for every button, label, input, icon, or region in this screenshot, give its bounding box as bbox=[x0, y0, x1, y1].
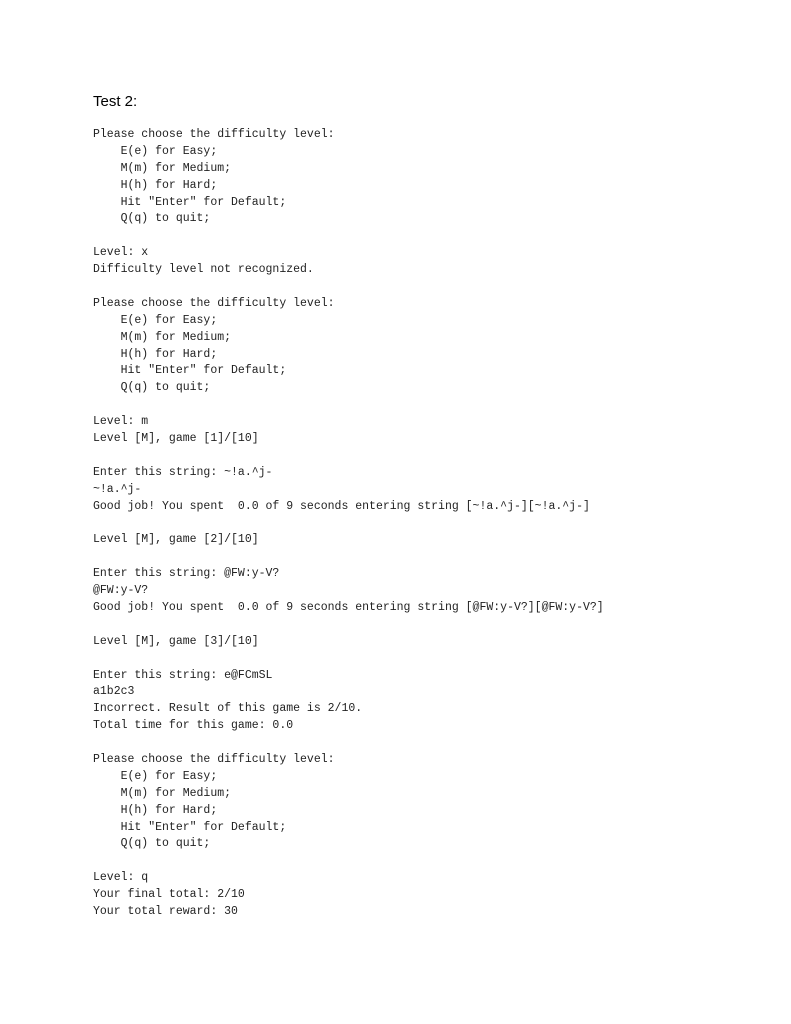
console-line: Level [M], game [3]/[10] bbox=[93, 634, 259, 648]
console-line: Enter this string: ~!a.^j- bbox=[93, 465, 273, 479]
console-line: Total time for this game: 0.0 bbox=[93, 719, 294, 733]
console-line: Level [M], game [1]/[10] bbox=[93, 432, 259, 446]
console-line: H(h) for Hard; bbox=[93, 803, 218, 817]
console-line: Good job! You spent 0.0 of 9 seconds entering string [@FW:y-V?][@FW:y-V?] bbox=[93, 600, 604, 614]
console-line: E(e) for Easy; bbox=[93, 769, 218, 783]
console-line: Hit "Enter" for Default; bbox=[93, 364, 287, 378]
console-line: Your total reward: 30 bbox=[93, 904, 238, 918]
console-line: E(e) for Easy; bbox=[93, 144, 218, 158]
console-line bbox=[93, 735, 604, 752]
console-line: ~!a.^j- bbox=[93, 482, 142, 496]
console-line: Good job! You spent 0.0 of 9 seconds entering string [~!a.^j-][~!a.^j-] bbox=[93, 499, 590, 513]
console-line: Level [M], game [2]/[10] bbox=[93, 533, 259, 547]
console-line: M(m) for Medium; bbox=[93, 786, 232, 800]
console-line: Level: q bbox=[93, 871, 149, 885]
console-line: Level: m bbox=[93, 415, 149, 429]
console-line: @FW:y-V? bbox=[93, 584, 149, 598]
console-line: a1b2c3 bbox=[93, 685, 135, 699]
console-line: Difficulty level not recognized. bbox=[93, 263, 314, 277]
console-line: Q(q) to quit; bbox=[93, 837, 211, 851]
console-line bbox=[93, 397, 604, 414]
console-line: Q(q) to quit; bbox=[93, 212, 211, 226]
console-line: H(h) for Hard; bbox=[93, 347, 218, 361]
console-line: Hit "Enter" for Default; bbox=[93, 820, 287, 834]
console-line bbox=[93, 279, 604, 296]
console-line: Hit "Enter" for Default; bbox=[93, 195, 287, 209]
console-line: H(h) for Hard; bbox=[93, 178, 218, 192]
console-line: Please choose the difficulty level: bbox=[93, 752, 335, 766]
console-line: Enter this string: e@FCmSL bbox=[93, 668, 273, 682]
console-line bbox=[93, 515, 604, 532]
console-line: M(m) for Medium; bbox=[93, 330, 232, 344]
console-line bbox=[93, 228, 604, 245]
console-output bbox=[93, 127, 604, 921]
console-line bbox=[93, 549, 604, 566]
console-line bbox=[93, 651, 604, 668]
console-line bbox=[93, 448, 604, 465]
console-line: Please choose the difficulty level: bbox=[93, 128, 335, 141]
console-line: Enter this string: @FW:y-V? bbox=[93, 567, 280, 581]
console-line: Incorrect. Result of this game is 2/10. bbox=[93, 702, 363, 716]
console-line bbox=[93, 853, 604, 870]
console-line: E(e) for Easy; bbox=[93, 313, 218, 327]
console-line: M(m) for Medium; bbox=[93, 161, 232, 175]
console-line: Q(q) to quit; bbox=[93, 381, 211, 395]
console-line bbox=[93, 617, 604, 634]
console-line: Your final total: 2/10 bbox=[93, 888, 245, 902]
console-line: Please choose the difficulty level: bbox=[93, 296, 335, 310]
console-line: Level: x bbox=[93, 246, 149, 260]
test-heading: Test 2: bbox=[93, 93, 138, 110]
